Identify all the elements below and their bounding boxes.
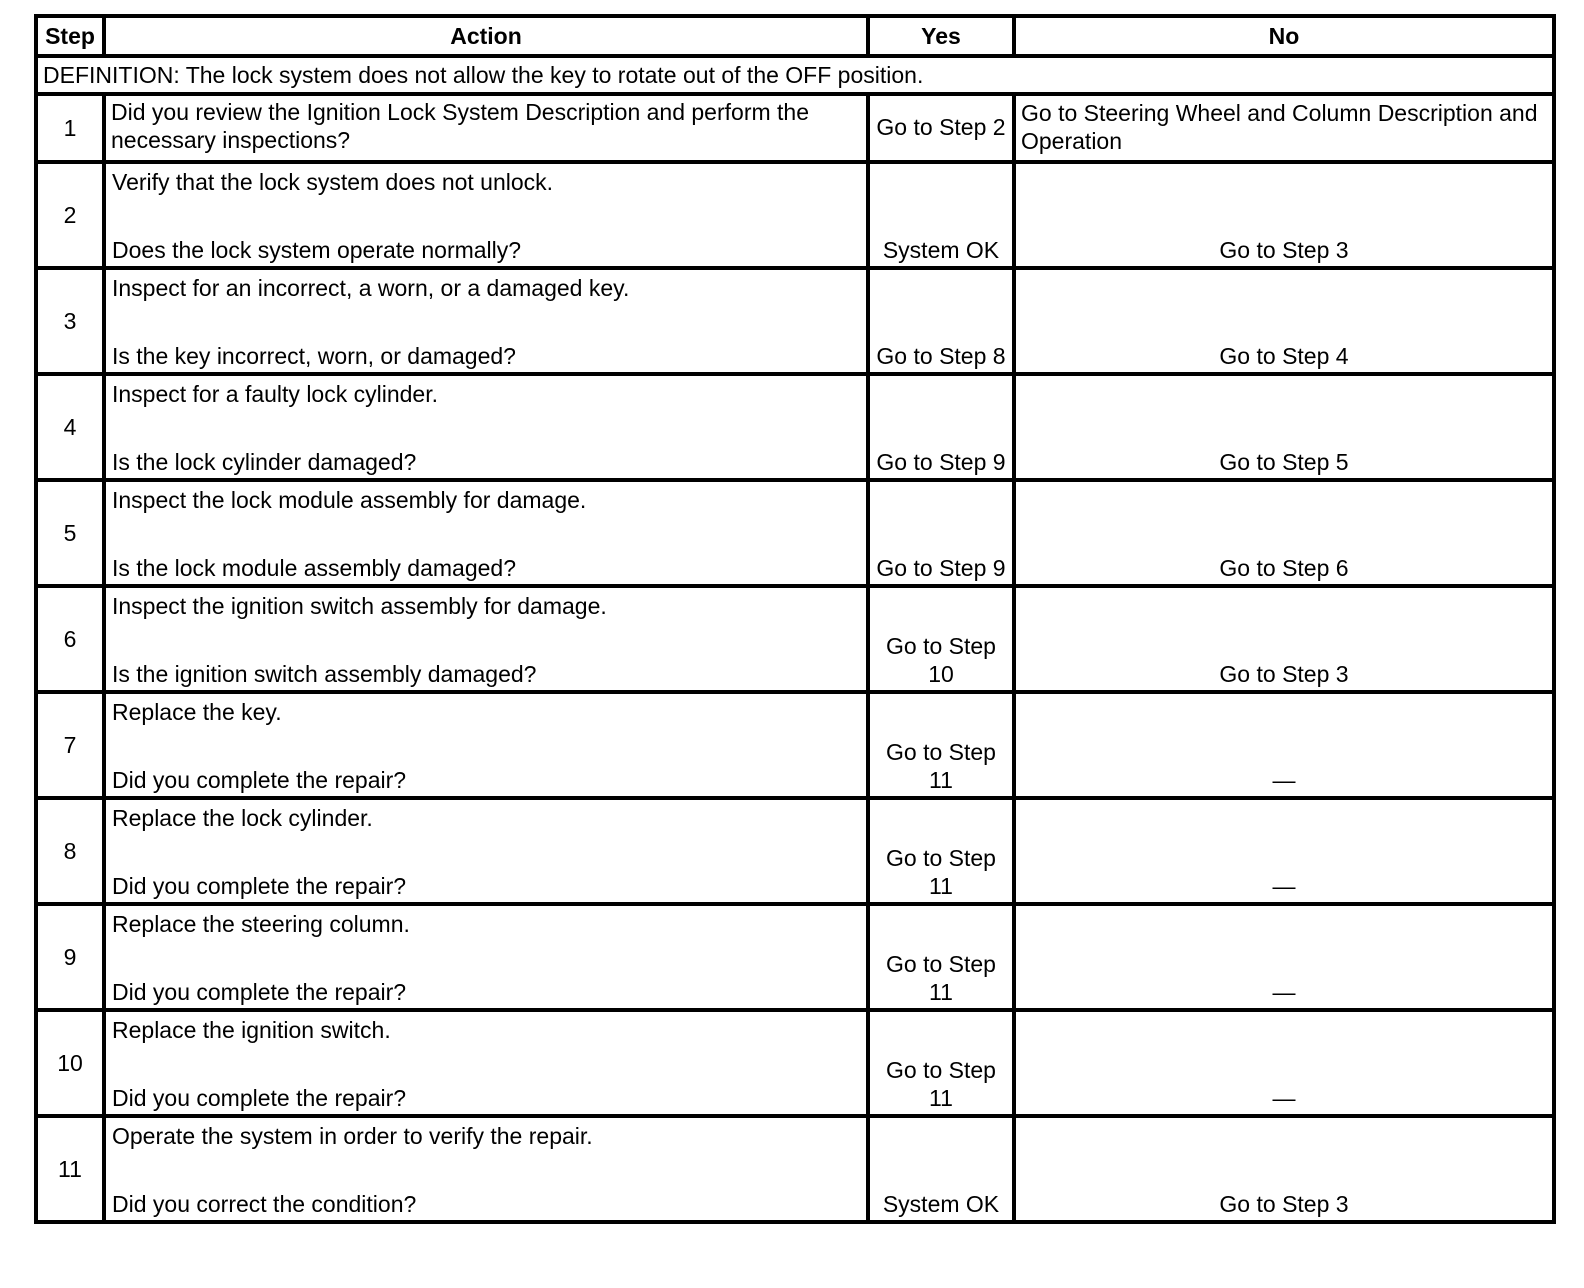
action-instruction: Operate the system in order to verify the repair. (112, 1123, 593, 1149)
action-question: Is the ignition switch assembly damaged? (112, 661, 537, 687)
yes-result: Go to Step 9 (868, 480, 1014, 586)
action-instruction: Replace the steering column. (112, 911, 410, 937)
step-column-header: Step (36, 16, 104, 56)
action-instruction: Verify that the lock system does not unlock. (112, 169, 554, 195)
action-instruction: Inspect for an incorrect, a worn, or a damaged key. (112, 275, 630, 301)
no-result: Go to Step 5 (1014, 374, 1554, 480)
table-row (36, 94, 1554, 162)
yes-result: Go to Step 2 (868, 94, 1014, 162)
no-result: Go to Step 3 (1014, 586, 1554, 692)
definition-row (36, 56, 1554, 94)
step-number: 10 (36, 1010, 104, 1116)
action-cell (104, 480, 868, 586)
yes-result: Go to Step 11 (868, 904, 1014, 1010)
no-result: — (1014, 1010, 1554, 1116)
table-row (36, 1010, 1554, 1116)
action-question: Did you complete the repair? (112, 1085, 407, 1111)
action-instruction: Replace the lock cylinder. (112, 805, 373, 831)
step-number: 2 (36, 162, 104, 268)
header-row (36, 16, 1554, 56)
step-number: 3 (36, 268, 104, 374)
step-number: 8 (36, 798, 104, 904)
yes-result: Go to Step 9 (868, 374, 1014, 480)
action-instruction: Inspect for a faulty lock cylinder. (112, 381, 438, 407)
action-cell (104, 1116, 868, 1222)
yes-result: Go to Step 11 (868, 798, 1014, 904)
action-cell (104, 374, 868, 480)
table-row (36, 692, 1554, 798)
no-result: Go to Steering Wheel and Column Description and Operation (1014, 94, 1554, 162)
table-row (36, 1116, 1554, 1222)
yes-result: Go to Step 10 (868, 586, 1014, 692)
no-result: — (1014, 904, 1554, 1010)
yes-result: Go to Step 11 (868, 692, 1014, 798)
table-row (36, 162, 1554, 268)
no-result: Go to Step 6 (1014, 480, 1554, 586)
action-question: Did you complete the repair? (112, 979, 407, 1005)
action-cell (104, 798, 868, 904)
action-cell (104, 692, 868, 798)
table-row (36, 904, 1554, 1010)
no-result: Go to Step 3 (1014, 162, 1554, 268)
yes-result: Go to Step 11 (868, 1010, 1014, 1116)
no-result: Go to Step 3 (1014, 1116, 1554, 1222)
action-question: Did you complete the repair? (112, 767, 407, 793)
no-column-header: No (1014, 16, 1554, 56)
action-instruction: Inspect the lock module assembly for damage. (112, 487, 587, 513)
step-number: 1 (36, 94, 104, 162)
action-cell (104, 162, 868, 268)
table-row (36, 268, 1554, 374)
action-question: Is the lock module assembly damaged? (112, 555, 516, 581)
step-number: 6 (36, 586, 104, 692)
table-row (36, 586, 1554, 692)
step-number: 9 (36, 904, 104, 1010)
table-row (36, 480, 1554, 586)
action-instruction: Inspect the ignition switch assembly for damage. (112, 593, 607, 619)
table-row (36, 374, 1554, 480)
table-row (36, 798, 1554, 904)
yes-column-header: Yes (868, 16, 1014, 56)
table-header (36, 16, 1554, 56)
action-cell (104, 268, 868, 374)
action-cell (104, 586, 868, 692)
no-result: Go to Step 4 (1014, 268, 1554, 374)
step-number: 5 (36, 480, 104, 586)
action-question: Did you review the Ignition Lock System Description and perform the necessary inspections? (111, 99, 809, 153)
yes-result: System OK (868, 1116, 1014, 1222)
action-cell (104, 1010, 868, 1116)
action-question: Did you complete the repair? (112, 873, 407, 899)
no-result: — (1014, 692, 1554, 798)
yes-result: System OK (868, 162, 1014, 268)
action-question: Did you correct the condition? (112, 1191, 417, 1217)
step-number: 4 (36, 374, 104, 480)
action-question: Does the lock system operate normally? (112, 237, 522, 263)
action-instruction: Replace the key. (112, 699, 282, 725)
action-cell (104, 904, 868, 1010)
action-question: Is the lock cylinder damaged? (112, 449, 417, 475)
diagnostic-table (34, 14, 1556, 1224)
step-number: 11 (36, 1116, 104, 1222)
action-cell (104, 94, 868, 162)
action-column-header: Action (104, 16, 868, 56)
action-question: Is the key incorrect, worn, or damaged? (112, 343, 516, 369)
table-body (36, 56, 1554, 1222)
step-number: 7 (36, 692, 104, 798)
no-result: — (1014, 798, 1554, 904)
yes-result: Go to Step 8 (868, 268, 1014, 374)
action-instruction: Replace the ignition switch. (112, 1017, 391, 1043)
definition-text: DEFINITION: The lock system does not allow the key to rotate out of the OFF position. (36, 56, 1554, 94)
